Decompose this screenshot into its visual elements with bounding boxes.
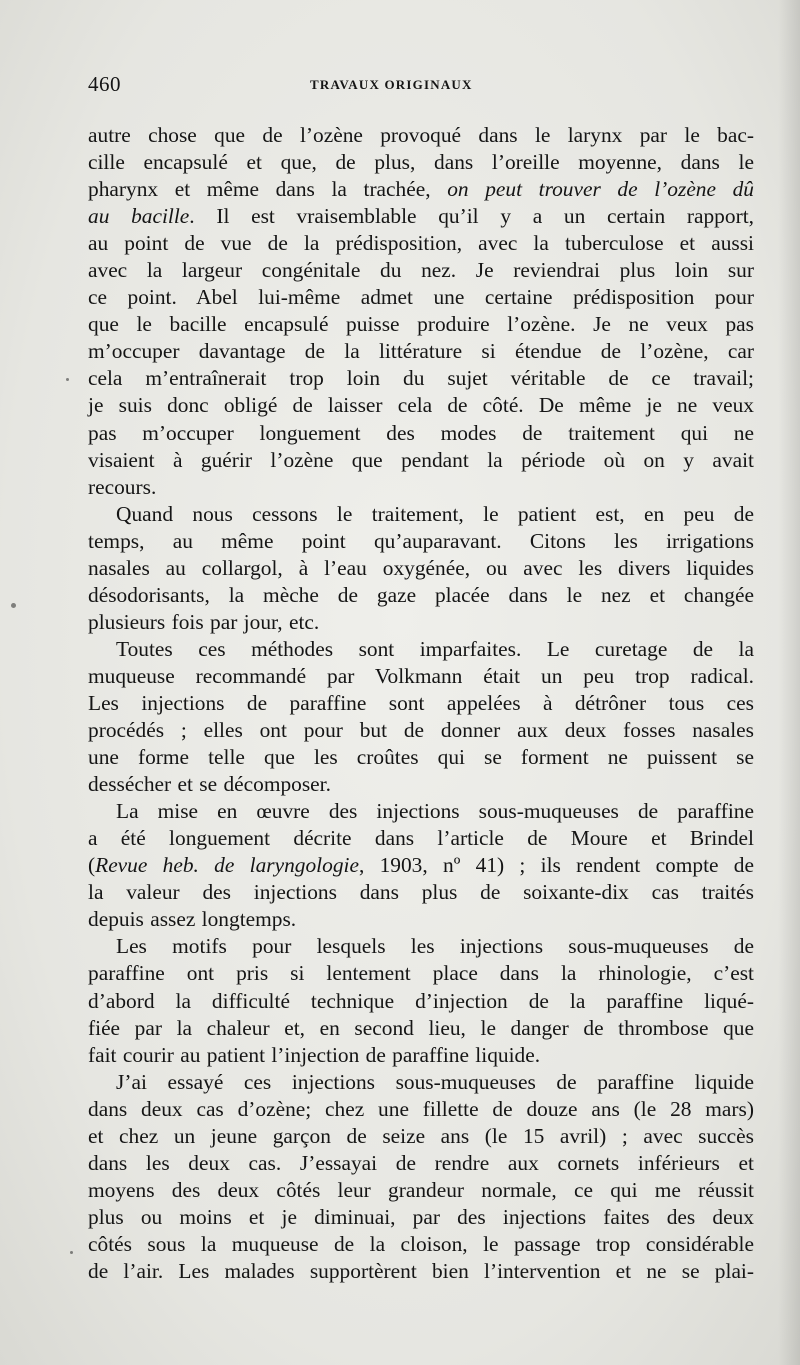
text-segment: autre chose que de l’ozène provoqué dans le larynx par le bac- xyxy=(88,123,754,147)
text-segment: La mise en œuvre des injections sous-muqueuses de paraffine xyxy=(116,799,754,824)
text-line xyxy=(88,311,754,338)
text-segment: . Il est vraisemblable qu’il y a un certain rapport, xyxy=(189,204,754,229)
text-segment: une forme telle que les croûtes qui se forment ne puissent se xyxy=(88,745,754,770)
text-segment: , 1903, nº 41) ; ils rendent compte de xyxy=(358,853,755,878)
text-segment: procédés ; elles ont pour but de donner aux deux fosses nasales xyxy=(88,718,754,743)
text-line xyxy=(88,663,754,690)
italic-text-segment: au bacille xyxy=(88,204,190,229)
text-segment: plus ou moins et je diminuai, par des injections faites des deux xyxy=(88,1204,754,1229)
text-segment: que le bacille encapsulé puisse produire l’ozène. Je ne veux pas xyxy=(88,312,754,337)
text-line xyxy=(88,744,754,771)
text-line xyxy=(88,555,754,582)
text-segment: temps, au même point qu’auparavant. Citons les irrigations xyxy=(88,528,754,553)
text-line xyxy=(88,1069,754,1096)
text-segment: avec la largeur congénitale du nez. Je reviendrai plus loin sur xyxy=(88,258,754,283)
text-line xyxy=(88,1042,754,1069)
text-segment: ( xyxy=(88,853,96,878)
text-line xyxy=(88,1258,754,1285)
text-line xyxy=(88,1177,754,1204)
text-line xyxy=(88,338,754,365)
text-line xyxy=(88,690,754,717)
text-line xyxy=(88,717,754,744)
page-header xyxy=(88,71,753,101)
text-line xyxy=(88,609,754,636)
text-line xyxy=(88,825,754,852)
italic-text-segment: on peut trouver de l’ozène dû xyxy=(447,177,755,202)
text-line xyxy=(88,528,754,555)
text-line xyxy=(88,798,754,825)
text-segment: moyens des deux côtés leur grandeur normale, ce qui me réussit xyxy=(88,1177,754,1202)
text-line xyxy=(88,203,754,230)
text-segment: nasales au collargol, à l’eau oxygénée, ou avec les divers liquides xyxy=(88,555,754,580)
text-segment: cela m’entraînerait trop loin du sujet véritable de ce travail; xyxy=(88,366,754,391)
text-line xyxy=(88,474,754,501)
text-line xyxy=(88,176,754,203)
text-segment: ce point. Abel lui-même admet une certaine prédisposition pour xyxy=(88,285,754,310)
text-line xyxy=(88,852,754,879)
text-segment: d’abord la difficulté technique d’injection de la paraffine liqué- xyxy=(88,988,754,1013)
text-segment: cille encapsulé et que, de plus, dans l’oreille moyenne, dans le xyxy=(88,150,754,175)
margin-speck xyxy=(70,1251,73,1254)
text-line xyxy=(88,501,754,528)
text-line xyxy=(88,149,754,176)
text-segment: au point de vue de la prédisposition, avec la tuberculose et aussi xyxy=(88,231,754,256)
text-segment: dans les deux cas. J’essayai de rendre aux cornets inférieurs et xyxy=(88,1150,754,1175)
text-segment: visaient à guérir l’ozène que pendant la période où on y avait xyxy=(88,447,754,472)
text-segment: la valeur des injections dans plus de soixante-dix cas traités xyxy=(88,880,754,905)
text-segment: Les injections de paraffine sont appelées à détrôner tous ces xyxy=(88,690,754,715)
text-line xyxy=(88,1096,754,1123)
italic-text-segment: Revue heb. de laryngologie xyxy=(95,853,359,878)
text-segment: fiée par la chaleur et, en second lieu, le danger de thrombose que xyxy=(88,1015,754,1040)
text-segment: fait courir au patient l’injection de paraffine liquide. xyxy=(88,1042,541,1067)
text-segment: a été longuement décrite dans l’article de Moure et Brindel xyxy=(88,826,754,851)
page-edge-shadow xyxy=(778,0,800,1365)
text-line xyxy=(88,933,754,960)
text-segment: m’occuper davantage de la littérature si étendue de l’ozène, car xyxy=(88,339,754,364)
text-line xyxy=(88,230,754,257)
text-line xyxy=(88,582,754,609)
text-line xyxy=(88,771,754,798)
text-line xyxy=(88,988,754,1015)
text-segment: plusieurs fois par jour, etc. xyxy=(88,609,320,634)
text-line xyxy=(88,1231,754,1258)
text-line xyxy=(88,447,754,474)
text-line xyxy=(88,906,754,933)
text-segment: recours. xyxy=(88,474,157,499)
text-segment: de l’air. Les malades supportèrent bien l’intervention et ne se plai- xyxy=(88,1258,754,1283)
text-segment: dessécher et se décomposer. xyxy=(88,772,331,797)
margin-speck xyxy=(66,378,69,381)
page-number: 460 xyxy=(88,72,121,96)
text-segment: pharynx et même dans la trachée, xyxy=(88,177,448,202)
margin-speck xyxy=(11,603,16,608)
text-line xyxy=(88,122,754,149)
text-segment: J’ai essayé ces injections sous-muqueuses de paraffine liquide xyxy=(116,1069,754,1094)
text-segment: dans deux cas d’ozène; chez une fillette de douze ans (le 28 mars) xyxy=(88,1096,754,1121)
text-line xyxy=(88,1204,754,1231)
text-segment: et chez un jeune garçon de seize ans (le 15 avril) ; avec succès xyxy=(88,1123,754,1148)
text-line xyxy=(88,1123,754,1150)
body-text xyxy=(88,122,754,1285)
text-line xyxy=(88,257,754,284)
text-line xyxy=(88,879,754,906)
text-segment: je suis donc obligé de laisser cela de côté. De même je ne veux xyxy=(88,393,754,418)
text-segment: depuis assez longtemps. xyxy=(88,907,297,932)
text-line xyxy=(88,1150,754,1177)
text-line xyxy=(88,636,754,663)
text-line xyxy=(88,960,754,987)
text-line xyxy=(88,420,754,447)
text-line xyxy=(88,1015,754,1042)
text-segment: Toutes ces méthodes sont imparfaites. Le curetage de la xyxy=(116,636,754,661)
text-segment: pas m’occuper longuement des modes de traitement qui ne xyxy=(88,420,754,445)
text-segment: désodorisants, la mèche de gaze placée dans le nez et changée xyxy=(88,582,754,607)
text-line xyxy=(88,284,754,311)
text-segment: muqueuse recommandé par Volkmann était un peu trop radical. xyxy=(88,663,754,688)
text-line xyxy=(88,392,754,419)
text-segment: côtés sous la muqueuse de la cloison, le passage trop considérable xyxy=(88,1231,754,1256)
text-line xyxy=(88,365,754,392)
text-segment: Les motifs pour lesquels les injections sous-muqueuses de xyxy=(116,934,754,959)
text-segment: Quand nous cessons le traitement, le patient est, en peu de xyxy=(116,501,754,526)
text-segment: paraffine ont pris si lentement place dans la rhinologie, c’est xyxy=(88,961,754,986)
running-head: TRAVAUX ORIGINAUX xyxy=(310,77,473,92)
